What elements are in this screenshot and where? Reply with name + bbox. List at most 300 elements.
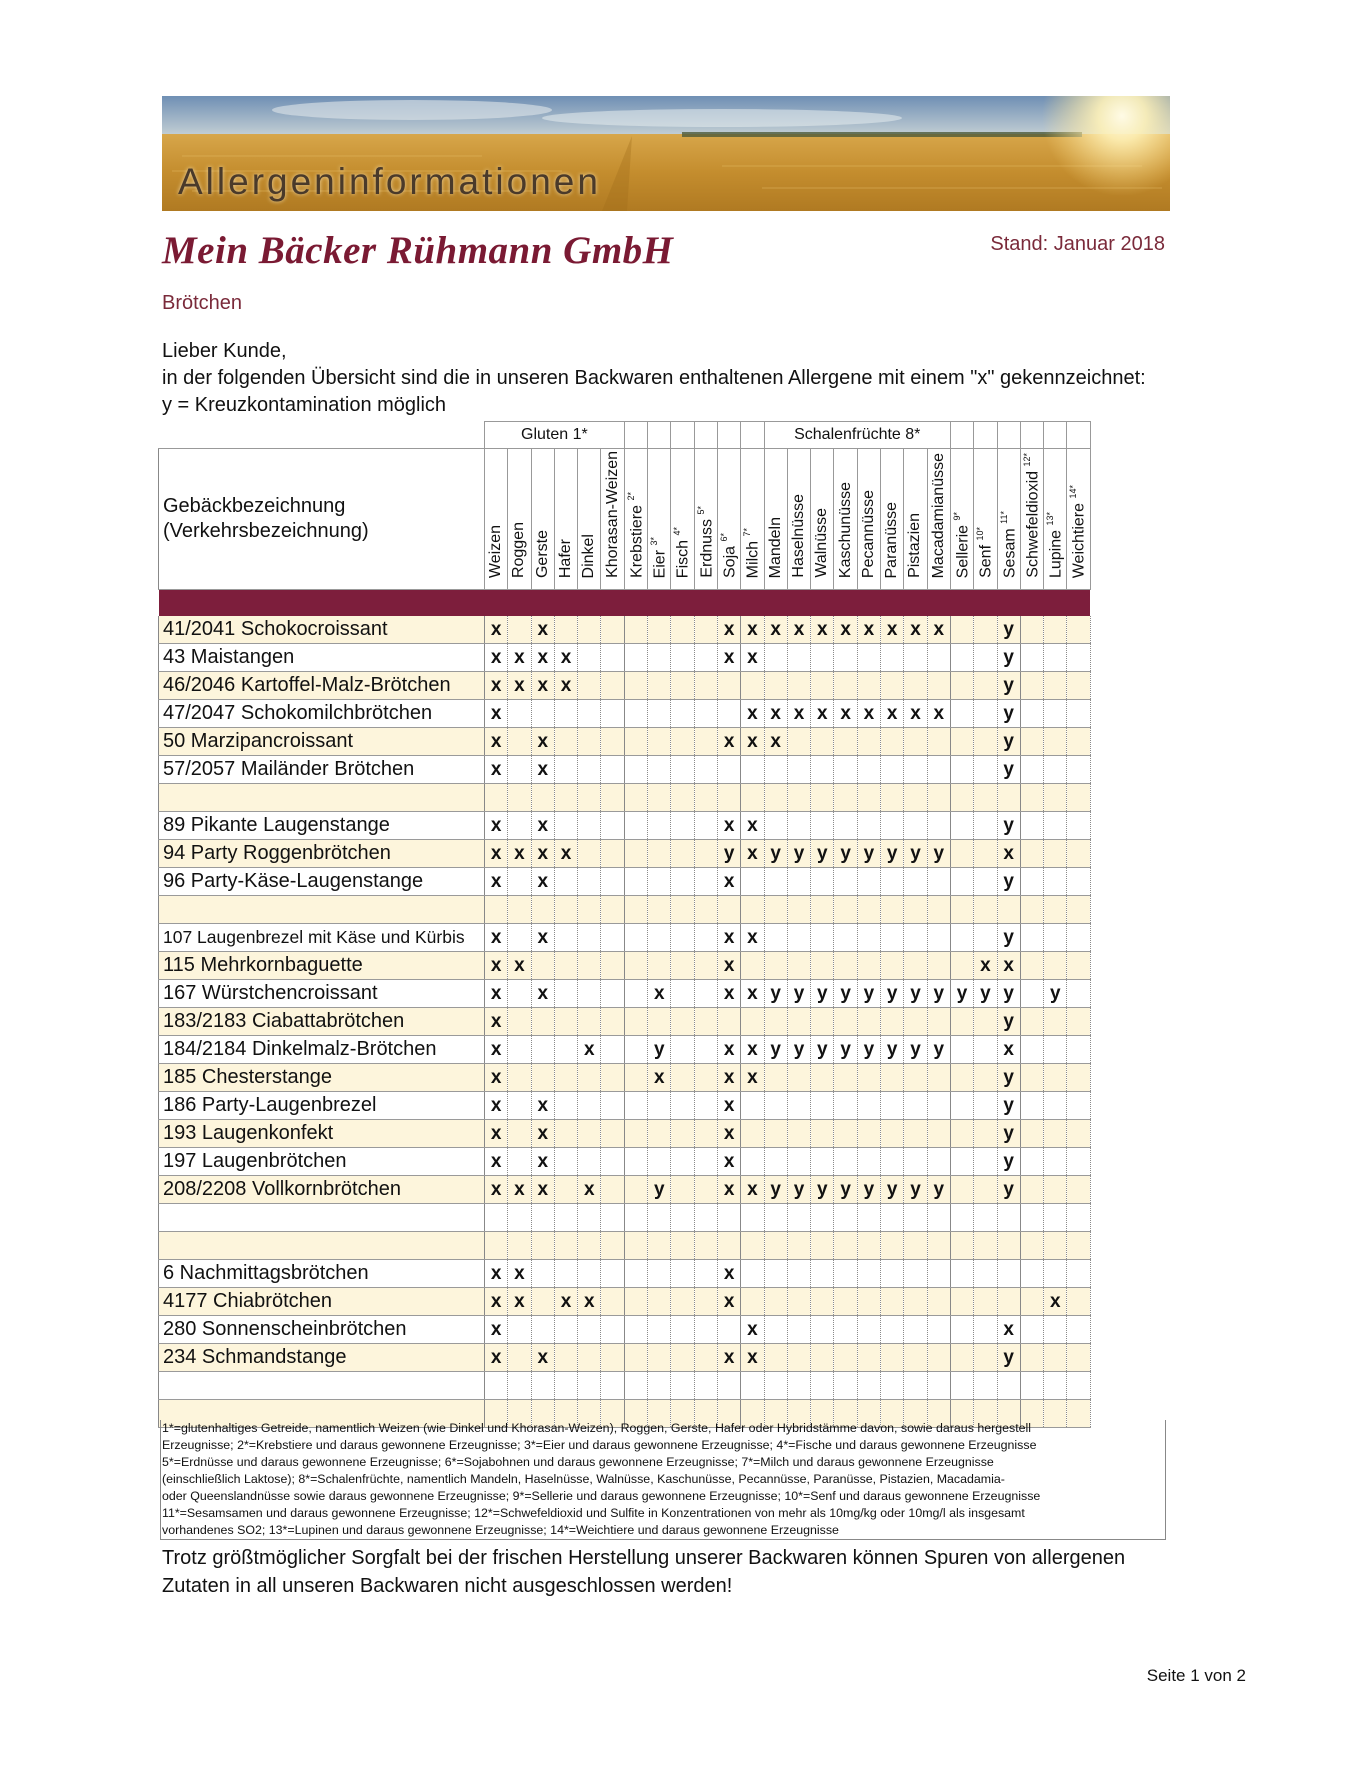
allergen-cell (1067, 644, 1090, 672)
allergen-cell: x (485, 644, 508, 672)
table-row (159, 616, 1091, 644)
allergen-cell (1044, 896, 1067, 924)
allergen-cell (904, 1092, 927, 1120)
allergen-cell (1067, 616, 1090, 644)
allergen-cell: x (717, 924, 740, 952)
allergen-cell: x (997, 1316, 1020, 1344)
allergen-cell: y (857, 1036, 880, 1064)
allergen-cell (787, 952, 810, 980)
allergen-cell (554, 812, 577, 840)
allergen-cell (1067, 756, 1090, 784)
allergen-cell (671, 728, 694, 756)
footnote-line: 5*=Erdnüsse und daraus gewonnene Erzeugnisse; 6*=Sojabohnen und daraus gewonnene Erzeugnisse; 7*=Milch und daraus gewonnene Erzeugnisse (162, 1455, 994, 1469)
allergen-cell: x (717, 1260, 740, 1288)
allergen-cell (554, 952, 577, 980)
product-name: 197 Laugenbrötchen (159, 1148, 485, 1176)
product-name: 234 Schmandstange (159, 1344, 485, 1372)
allergen-cell (694, 1008, 717, 1036)
allergen-column-header (485, 449, 508, 590)
allergen-cell (904, 728, 927, 756)
allergen-cell (671, 952, 694, 980)
allergen-column-header (764, 449, 787, 590)
allergen-cell (508, 812, 531, 840)
allergen-cell (834, 1260, 857, 1288)
allergen-cell (1067, 812, 1090, 840)
allergen-cell: x (508, 840, 531, 868)
allergen-cell: x (508, 952, 531, 980)
allergen-cell (531, 1260, 554, 1288)
allergen-cell (717, 1372, 740, 1400)
allergen-cell (741, 1260, 764, 1288)
allergen-cell (927, 1064, 950, 1092)
allergen-cell: x (904, 700, 927, 728)
allergen-cell (578, 1064, 601, 1092)
allergen-cell (554, 1064, 577, 1092)
group-empty-cell (950, 422, 973, 449)
allergen-cell (881, 1344, 904, 1372)
allergen-cell: x (485, 700, 508, 728)
allergen-cell (950, 1204, 973, 1232)
allergen-cell (927, 1260, 950, 1288)
allergen-cell: x (717, 812, 740, 840)
allergen-label: Weichtiere $^{14*}$ (1068, 484, 1088, 578)
allergen-cell: y (834, 1036, 857, 1064)
allergen-cell (881, 644, 904, 672)
allergen-cell: y (881, 840, 904, 868)
allergen-cell (554, 980, 577, 1008)
allergen-cell (741, 1204, 764, 1232)
allergen-cell (1020, 784, 1043, 812)
allergen-cell (508, 1372, 531, 1400)
allergen-cell (881, 728, 904, 756)
allergen-cell (834, 1288, 857, 1316)
allergen-cell (741, 672, 764, 700)
allergen-cell (950, 756, 973, 784)
allergen-cell: y (997, 924, 1020, 952)
allergen-column-header (974, 449, 997, 590)
allergen-cell (927, 1316, 950, 1344)
allergen-label: Pecannüsse (859, 489, 877, 578)
table-row (159, 1260, 1091, 1288)
allergen-cell (787, 1092, 810, 1120)
allergen-cell (811, 644, 834, 672)
allergen-column-header (601, 449, 624, 590)
allergen-cell (1044, 868, 1067, 896)
allergen-cell (764, 1120, 787, 1148)
allergen-cell: x (881, 616, 904, 644)
table-row (159, 980, 1091, 1008)
allergen-cell (834, 1064, 857, 1092)
allergen-cell (1067, 1344, 1090, 1372)
table-row-empty (159, 1232, 1091, 1260)
allergen-cell: x (531, 644, 554, 672)
allergen-cell (648, 1120, 671, 1148)
allergen-cell (741, 756, 764, 784)
allergen-cell (881, 952, 904, 980)
allergen-cell (554, 1344, 577, 1372)
product-name: 50 Marzipancroissant (159, 728, 485, 756)
allergen-cell (578, 728, 601, 756)
allergen-cell: x (1044, 1288, 1067, 1316)
allergen-cell (578, 868, 601, 896)
allergen-cell (1067, 700, 1090, 728)
allergen-cell (857, 1316, 880, 1344)
allergen-column-header (857, 449, 880, 590)
allergen-cell (578, 700, 601, 728)
product-name: 4177 Chiabrötchen (159, 1288, 485, 1316)
allergen-cell (764, 1008, 787, 1036)
footnote-ref: 11* (998, 510, 1009, 524)
allergen-cell (881, 1288, 904, 1316)
allergen-cell (811, 1260, 834, 1288)
allergen-cell: y (927, 1176, 950, 1204)
allergen-cell: x (485, 1288, 508, 1316)
allergen-cell (554, 1316, 577, 1344)
table-row (159, 1036, 1091, 1064)
allergen-label: Paranüsse (883, 501, 901, 578)
allergen-cell (554, 1232, 577, 1260)
allergen-cell (974, 1204, 997, 1232)
allergen-cell (624, 896, 647, 924)
allergen-cell (601, 1148, 624, 1176)
footnote-line: oder Queenslandnüsse sowie daraus gewonnene Erzeugnisse; 9*=Sellerie und daraus gewonnene Erzeugnisse; 10*=Senf und daraus gewonnene Erzeugnisse (162, 1489, 1041, 1503)
allergen-cell (578, 756, 601, 784)
name-header-line-2: (Verkehrsbezeichnung) (163, 520, 369, 542)
allergen-cell (601, 980, 624, 1008)
allergen-cell (694, 952, 717, 980)
footnote-ref: 14* (1068, 484, 1079, 499)
allergen-cell (554, 616, 577, 644)
allergen-cell: y (997, 1008, 1020, 1036)
allergen-cell (974, 1148, 997, 1176)
allergen-cell: x (741, 1316, 764, 1344)
allergen-cell (997, 1288, 1020, 1316)
allergen-cell: y (648, 1036, 671, 1064)
allergen-cell: x (997, 1036, 1020, 1064)
product-name: 89 Pikante Laugenstange (159, 812, 485, 840)
allergen-cell (881, 924, 904, 952)
allergen-cell (1067, 840, 1090, 868)
allergen-column-header (694, 449, 717, 590)
table-row (159, 1092, 1091, 1120)
intro-legend: y = Kreuzkontamination möglich (162, 394, 447, 416)
allergen-cell (927, 728, 950, 756)
allergen-cell (694, 784, 717, 812)
allergen-cell (694, 1064, 717, 1092)
allergen-cell: x (717, 1288, 740, 1316)
allergen-cell (508, 980, 531, 1008)
allergen-cell (648, 644, 671, 672)
intro-text: in der folgenden Übersicht sind die in unseren Backwaren enthaltenen Allergene mit einem "x" gekennzeichnet: (162, 367, 1146, 389)
allergen-cell (601, 1316, 624, 1344)
allergen-cell (578, 1344, 601, 1372)
allergen-cell (1020, 1288, 1043, 1316)
allergen-cell: x (717, 1064, 740, 1092)
allergen-cell (671, 924, 694, 952)
allergen-cell (811, 1008, 834, 1036)
allergen-cell (648, 1288, 671, 1316)
allergen-cell (531, 1372, 554, 1400)
allergen-cell (671, 1036, 694, 1064)
allergen-cell (950, 1064, 973, 1092)
table-row (159, 672, 1091, 700)
allergen-cell (741, 1148, 764, 1176)
allergen-cell: x (485, 616, 508, 644)
warning-line-1: Trotz größtmöglicher Sorgfalt bei der frischen Herstellung unserer Backwaren können Spuren von allergenen (162, 1547, 1126, 1569)
allergen-cell (811, 1204, 834, 1232)
allergen-cell (671, 756, 694, 784)
allergen-cell (601, 784, 624, 812)
allergen-cell (811, 1372, 834, 1400)
allergen-cell (508, 924, 531, 952)
footnote-line: 1*=glutenhaltiges Getreide, namentlich Weizen (wie Dinkel und Khorasan-Weizen), Roggen, Gerste, Hafer oder Hybridstämme davon, sowie daraus hergestell (162, 1421, 1032, 1435)
allergen-cell (694, 1092, 717, 1120)
allergen-cell (881, 1148, 904, 1176)
allergen-cell: x (741, 1036, 764, 1064)
allergen-cell (857, 728, 880, 756)
allergen-cell: x (648, 980, 671, 1008)
allergen-cell: x (531, 980, 554, 1008)
allergen-cell (694, 1260, 717, 1288)
header-banner (162, 96, 1170, 211)
allergen-cell (1067, 1008, 1090, 1036)
allergen-cell (787, 924, 810, 952)
allergen-cell: x (974, 952, 997, 980)
allergen-cell (950, 1008, 973, 1036)
allergen-cell (927, 868, 950, 896)
allergen-cell: y (764, 1176, 787, 1204)
product-name: 46/2046 Kartoffel-Malz-Brötchen (159, 672, 485, 700)
allergen-cell: x (717, 1148, 740, 1176)
allergen-cell: x (717, 1176, 740, 1204)
allergen-cell (764, 1288, 787, 1316)
allergen-cell: x (764, 616, 787, 644)
allergen-cell (648, 840, 671, 868)
allergen-cell (694, 1176, 717, 1204)
product-name: 43 Maistangen (159, 644, 485, 672)
allergen-cell (1044, 1260, 1067, 1288)
group-empty-cell (1044, 422, 1067, 449)
allergen-cell (508, 868, 531, 896)
allergen-cell: x (811, 616, 834, 644)
allergen-cell (904, 924, 927, 952)
allergen-label: Senf $^{10*}$ (975, 527, 995, 578)
allergen-cell (1067, 1204, 1090, 1232)
allergen-label: Roggen (510, 521, 528, 578)
allergen-cell: y (881, 1036, 904, 1064)
allergen-cell (508, 896, 531, 924)
allergen-cell: y (997, 1064, 1020, 1092)
allergen-cell: x (485, 980, 508, 1008)
product-name: 185 Chesterstange (159, 1064, 485, 1092)
table-row (159, 1288, 1091, 1316)
allergen-cell: x (997, 952, 1020, 980)
allergen-cell (741, 1288, 764, 1316)
allergen-cell (834, 784, 857, 812)
allergen-cell (508, 1008, 531, 1036)
allergen-cell (764, 1372, 787, 1400)
allergen-cell: x (485, 1120, 508, 1148)
table-row (159, 840, 1091, 868)
allergen-cell (601, 1204, 624, 1232)
allergen-cell (927, 784, 950, 812)
allergen-cell (904, 756, 927, 784)
allergen-cell (508, 1232, 531, 1260)
allergen-cell: y (904, 980, 927, 1008)
allergen-cell (1044, 616, 1067, 644)
allergen-cell (857, 1092, 880, 1120)
allergen-cell (857, 784, 880, 812)
allergen-column-header (1067, 449, 1090, 590)
allergen-cell (578, 644, 601, 672)
allergen-cell: y (834, 1176, 857, 1204)
allergen-cell (531, 1064, 554, 1092)
allergen-cell (1067, 1036, 1090, 1064)
allergen-cell (834, 1344, 857, 1372)
allergen-cell (927, 1288, 950, 1316)
allergen-cell (857, 812, 880, 840)
allergen-cell: y (717, 840, 740, 868)
allergen-cell (1020, 644, 1043, 672)
allergen-cell (881, 1008, 904, 1036)
allergen-cell (624, 1260, 647, 1288)
allergen-cell (508, 1120, 531, 1148)
allergen-cell: y (997, 1092, 1020, 1120)
allergen-cell (764, 1260, 787, 1288)
allergen-cell (1067, 980, 1090, 1008)
allergen-cell (578, 1148, 601, 1176)
allergen-cell (927, 1008, 950, 1036)
allergen-cell (578, 1232, 601, 1260)
footnote-line: (einschließlich Laktose); 8*=Schalenfrüchte, namentlich Mandeln, Haselnüsse, Walnüsse, Kaschunüsse, Pecannüsse, Paranüsse, Pistazien, Macadamia- (162, 1472, 1005, 1486)
product-name (159, 1232, 485, 1260)
allergen-cell (694, 1316, 717, 1344)
allergen-cell: x (717, 1120, 740, 1148)
allergen-cell (531, 1036, 554, 1064)
allergen-cell: x (741, 980, 764, 1008)
allergen-cell (904, 812, 927, 840)
allergen-cell (624, 980, 647, 1008)
product-name: 94 Party Roggenbrötchen (159, 840, 485, 868)
group-empty-cell (1067, 422, 1090, 449)
allergen-cell (927, 1148, 950, 1176)
allergen-cell (624, 868, 647, 896)
allergen-cell (694, 1372, 717, 1400)
allergen-cell (624, 1344, 647, 1372)
allergen-cell (927, 896, 950, 924)
allergen-cell (811, 1120, 834, 1148)
allergen-cell: x (717, 728, 740, 756)
allergen-cell (578, 1092, 601, 1120)
allergen-column-header (554, 449, 577, 590)
allergen-cell (974, 644, 997, 672)
allergen-cell: x (648, 1064, 671, 1092)
allergen-cell (624, 1036, 647, 1064)
allergen-cell (764, 784, 787, 812)
allergen-cell (694, 700, 717, 728)
allergen-cell (1067, 1064, 1090, 1092)
allergen-cell: x (764, 728, 787, 756)
allergen-cell (694, 840, 717, 868)
allergen-cell (904, 672, 927, 700)
allergen-cell (508, 784, 531, 812)
allergen-cell (787, 1120, 810, 1148)
allergen-cell (671, 1148, 694, 1176)
allergen-cell: x (741, 924, 764, 952)
allergen-cell (997, 1232, 1020, 1260)
allergen-label: Lupine $^{13*}$ (1045, 511, 1065, 578)
allergen-cell: x (741, 840, 764, 868)
allergen-cell (578, 616, 601, 644)
allergen-cell (950, 1092, 973, 1120)
allergen-cell (834, 896, 857, 924)
allergen-cell (671, 616, 694, 644)
allergen-cell (834, 1232, 857, 1260)
allergen-cell (904, 868, 927, 896)
allergen-cell: x (554, 840, 577, 868)
allergen-cell (974, 1008, 997, 1036)
allergen-cell (950, 812, 973, 840)
product-name: 193 Laugenkonfekt (159, 1120, 485, 1148)
allergen-cell: y (997, 644, 1020, 672)
allergen-cell (624, 952, 647, 980)
allergen-cell (974, 840, 997, 868)
allergen-cell (1067, 728, 1090, 756)
allergen-cell (974, 1092, 997, 1120)
allergen-cell (648, 616, 671, 644)
allergen-cell: x (717, 644, 740, 672)
allergen-cell (764, 1148, 787, 1176)
allergen-cell (1067, 1148, 1090, 1176)
allergen-cell (927, 924, 950, 952)
allergen-cell (601, 1176, 624, 1204)
allergen-column-header (904, 449, 927, 590)
allergen-cell (508, 700, 531, 728)
allergen-cell (717, 1232, 740, 1260)
allergen-cell (764, 812, 787, 840)
allergen-cell (717, 784, 740, 812)
allergen-cell: y (834, 980, 857, 1008)
allergen-cell: y (997, 1120, 1020, 1148)
allergen-label: Khorasan-Weizen (603, 451, 621, 578)
table-row (159, 952, 1091, 980)
allergen-cell: y (950, 980, 973, 1008)
allergen-cell (601, 672, 624, 700)
allergen-cell (787, 896, 810, 924)
allergen-cell (927, 1372, 950, 1400)
allergen-cell (1044, 672, 1067, 700)
allergen-cell (485, 896, 508, 924)
group-empty-cell (1020, 422, 1043, 449)
allergen-cell (1044, 1316, 1067, 1344)
allergen-cell (694, 1204, 717, 1232)
allergen-cell (531, 1232, 554, 1260)
allergen-cell (950, 644, 973, 672)
allergen-cell: x (717, 1092, 740, 1120)
allergen-cell: y (904, 1176, 927, 1204)
allergen-cell (811, 896, 834, 924)
allergen-cell (857, 1120, 880, 1148)
allergen-cell (508, 756, 531, 784)
allergen-cell (601, 700, 624, 728)
allergen-cell (1067, 952, 1090, 980)
allergen-cell (578, 1120, 601, 1148)
allergen-cell (997, 896, 1020, 924)
allergen-cell (1067, 1260, 1090, 1288)
allergen-cell (1044, 1064, 1067, 1092)
allergen-cell (671, 1372, 694, 1400)
allergen-cell (717, 1204, 740, 1232)
